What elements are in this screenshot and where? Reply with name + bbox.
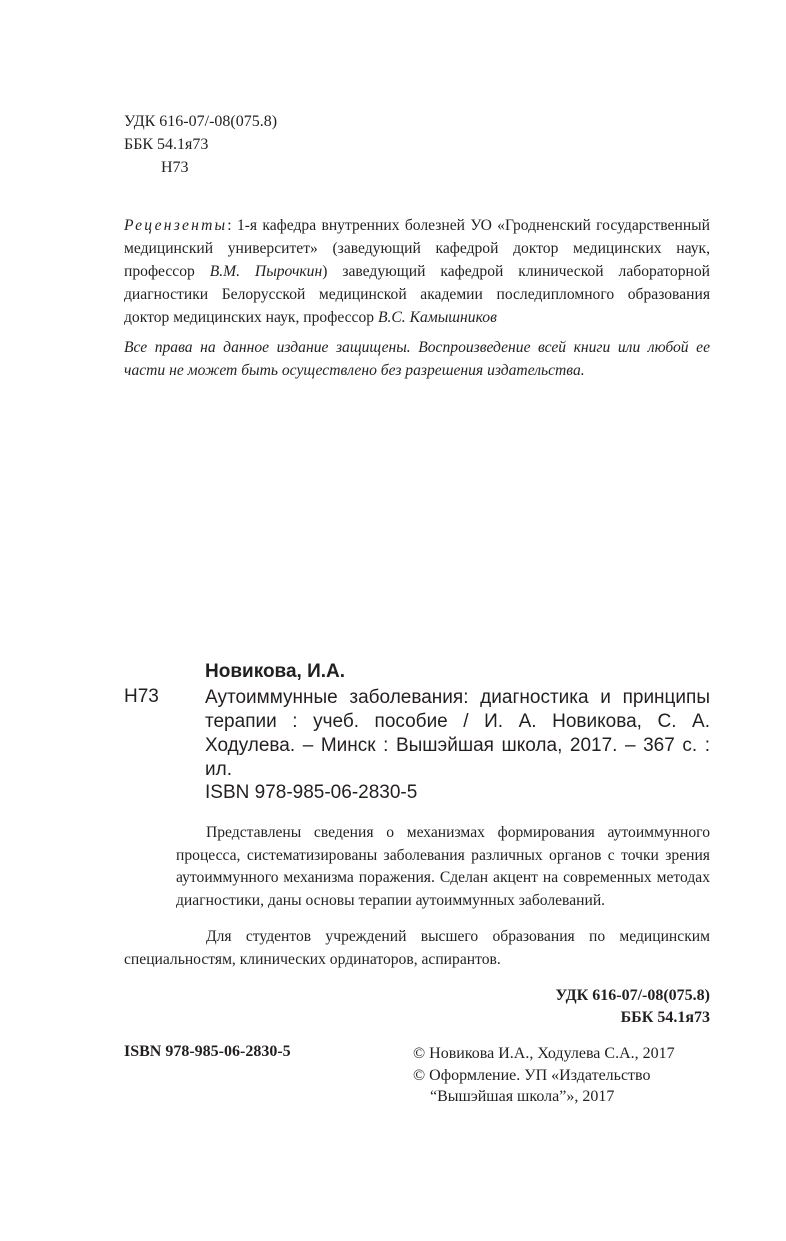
reviewers-label: Рецензенты (124, 217, 228, 234)
footer-bbk: ББК 54.1я73 (620, 1009, 710, 1026)
copyright-design: © Оформление. УП «Издательство (413, 1066, 651, 1084)
udc-code: УДК 616-07/-08(075.8) (124, 113, 278, 130)
reviewer-name-2: В.С. Камышников (377, 309, 497, 326)
cutter-code: Н73 (161, 159, 189, 176)
biblio-cutter: Н73 (124, 686, 159, 707)
annotation-summary-text: Представлены сведения о механизмах формирования аутоиммунного процесса, систематизированы заболевания различных органов с точки зрения аутоиммунного механизма поражения. Сделан акцент на современных методах диагностики, даны основы терапии аутоиммунных заболеваний. (176, 824, 710, 909)
annotation-audience: Для студентов учреждений высшего образования по медицинским специальностям, клинических ординаторов, аспирантов. (124, 928, 710, 968)
classification-codes (124, 110, 277, 179)
biblio-isbn: ISBN 978-985-06-2830-5 (205, 782, 418, 803)
bbk-code: ББК 54.1я73 (124, 136, 209, 153)
copyright-authors: © Новикова И.А., Ходулева С.А., 2017 (413, 1045, 675, 1062)
copyright-publisher: “Вышэйшая школа”», 2017 (430, 1088, 615, 1105)
copyright-block (413, 1043, 675, 1108)
footer-classification (556, 985, 711, 1029)
reviewers-text-2: ) заведующий кафедрой клинической лабораторной диагностики Белорусской медицинской академии последипломного образования доктор медицинских наук, профессор (124, 263, 710, 326)
biblio-author: Новикова, И.А. (205, 661, 346, 682)
biblio-description: Аутоиммунные заболевания: диагностика и принципы терапии : учеб. пособие / И. А. Новикова, С. А. Ходулева. – Минск : Вышэйшая школа, 2017. – 367 с. : ил. (205, 687, 710, 780)
footer-udc: УДК 616-07/-08(075.8) (555, 987, 710, 1004)
annotation-summary (176, 822, 710, 912)
footer-isbn: ISBN 978-985-06-2830-5 (124, 1043, 291, 1060)
reviewer-name-1: В.М. Пырочкин (209, 263, 323, 280)
rights-notice: Все права на данное издание защищены. Воспроизведение всей книги или любой ее части не может быть осуществлено без разрешения издательства. (124, 339, 710, 379)
reviewers-paragraph (124, 214, 710, 329)
reviewers-text-1: : 1-я кафедра внутренних болезней УО «Гродненский государственный медицинский университет» (заведующий кафедрой доктор медицинских наук, профессор (124, 217, 710, 280)
